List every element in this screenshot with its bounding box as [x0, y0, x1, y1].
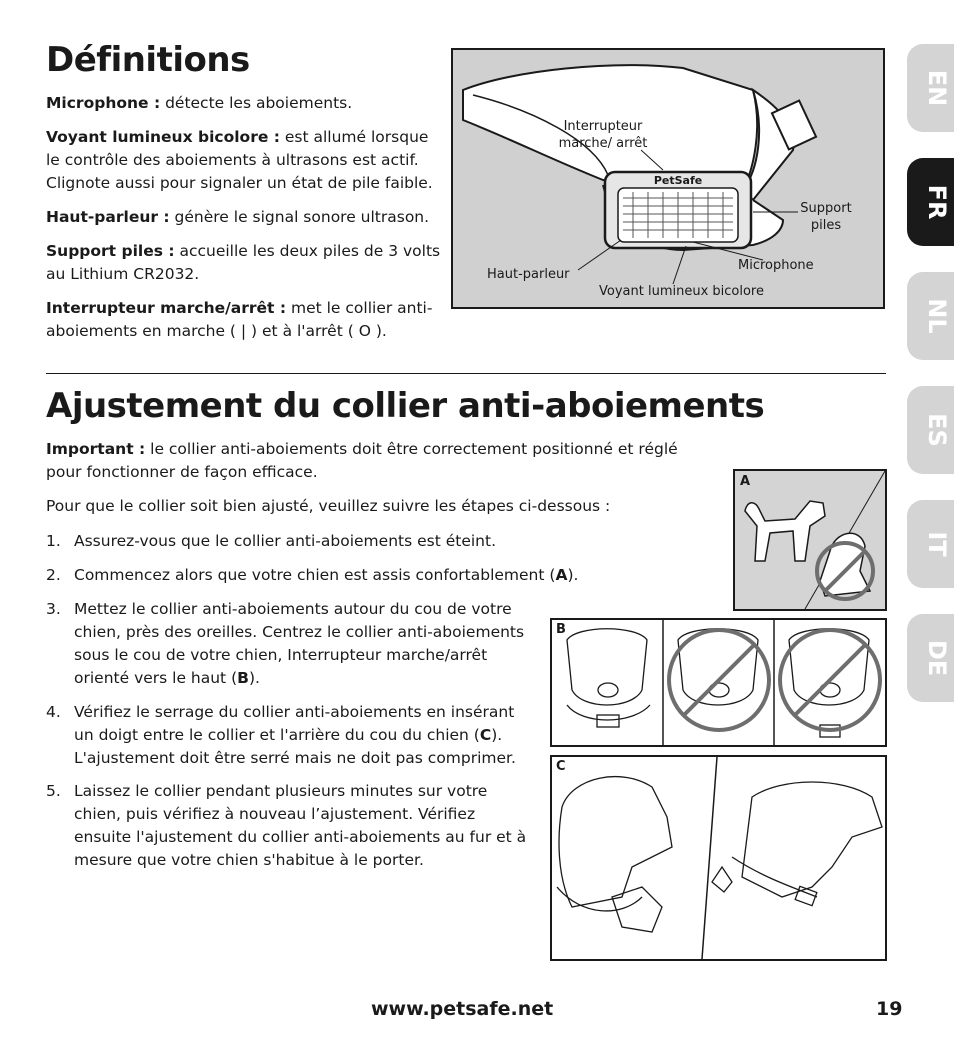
steps-intro: Pour que le collier soit bien ajusté, veuillez suivre les étapes ci-dessous :	[46, 497, 611, 515]
label-speaker: Haut-parleur	[487, 267, 570, 282]
important-note: Important : le collier anti-aboiements doit être correctement positionné et réglé pour fonctionner de façon efficace.	[46, 440, 678, 481]
sitting-dog-illustration	[735, 471, 885, 609]
label-led: Voyant lumineux bicolore	[599, 284, 764, 299]
tab-fr[interactable]: FR	[907, 158, 954, 246]
def-led: Voyant lumineux bicolore : est allumé lorsque le contrôle des aboiements à ultrasons est actif. Clignote aussi pour signaler un état de pile faible.	[46, 128, 433, 192]
def-speaker: Haut-parleur : génère le signal sonore ultrason.	[46, 208, 430, 226]
collar-position-illustration	[552, 620, 885, 745]
section-divider	[46, 373, 886, 374]
page-number: 19	[876, 998, 903, 1020]
def-switch: Interrupteur marche/arrêt : met le collier anti-aboiements en marche ( | ) et à l'arrêt ( O ).	[46, 299, 433, 340]
tab-es[interactable]: ES	[907, 386, 954, 474]
figure-c	[550, 755, 887, 961]
brand-logo: PetSafe	[653, 174, 703, 187]
figure-b	[550, 618, 887, 747]
tab-it[interactable]: IT	[907, 500, 954, 588]
definitions-title: Définitions	[46, 40, 250, 80]
def-battery: Support piles : accueille les deux piles de 3 volts au Lithium CR2032.	[46, 242, 441, 283]
label-switch: Interrupteur marche/ arrêt	[558, 119, 648, 151]
label-microphone: Microphone	[738, 258, 814, 273]
finger-check-illustration	[552, 757, 885, 959]
tab-de[interactable]: DE	[907, 614, 954, 702]
label-battery: Support piles	[800, 201, 852, 233]
collar-diagram	[451, 48, 885, 309]
adjustment-title: Ajustement du collier anti-aboiements	[46, 386, 765, 426]
def-microphone: Microphone : détecte les aboiements.	[46, 94, 353, 112]
figure-a-label: A	[740, 474, 751, 489]
figure-b-label: B	[556, 622, 566, 637]
figure-c-label: C	[556, 759, 566, 774]
figure-a	[733, 469, 887, 611]
tab-nl[interactable]: NL	[907, 272, 954, 360]
footer-url[interactable]: www.petsafe.net	[371, 998, 554, 1020]
tab-en[interactable]: EN	[907, 44, 954, 132]
